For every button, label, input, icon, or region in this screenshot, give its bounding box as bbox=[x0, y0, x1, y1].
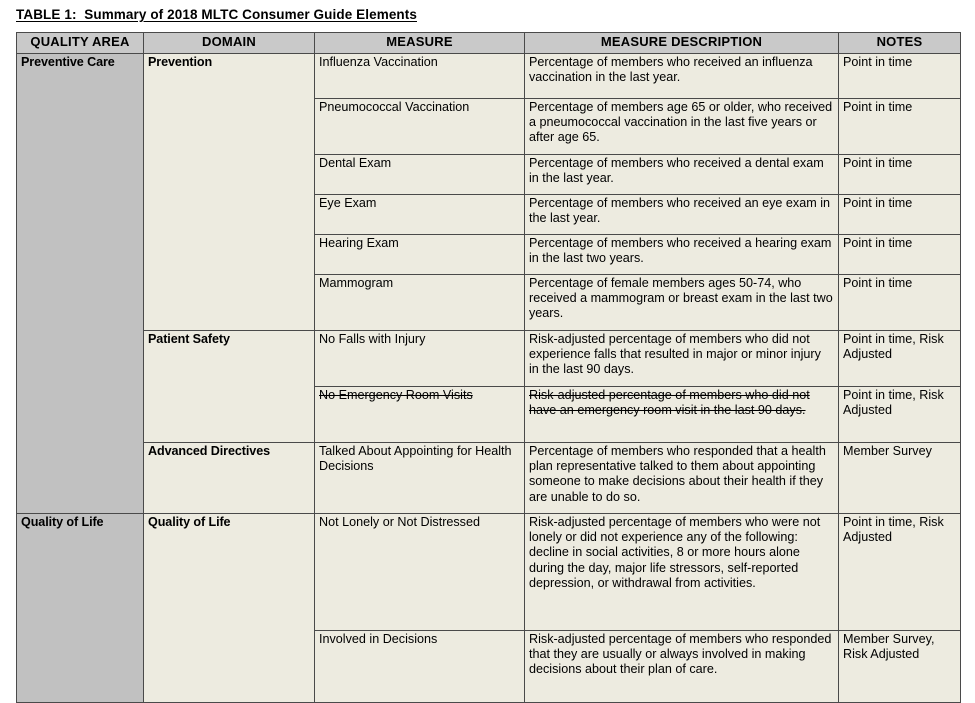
cell-notes: Member Survey bbox=[839, 443, 961, 514]
table-title: TABLE 1: Summary of 2018 MLTC Consumer Guide Elements bbox=[16, 7, 417, 22]
cell-measure: Mammogram bbox=[315, 275, 525, 331]
cell-domain: Quality of Life bbox=[144, 514, 315, 703]
cell-quality-area: Preventive Care bbox=[17, 54, 144, 514]
cell-measure-description: Risk-adjusted percentage of members who did not have an emergency room visit in the last 90 days. bbox=[525, 387, 839, 443]
cell-measure-description: Percentage of members who responded that a health plan representative talked to them about appointing someone to make decisions about their health if they are unable to do so. bbox=[525, 443, 839, 514]
cell-notes: Point in time bbox=[839, 54, 961, 99]
cell-measure: Influenza Vaccination bbox=[315, 54, 525, 99]
cell-notes: Point in time bbox=[839, 99, 961, 155]
cell-measure-description: Percentage of members who received an influenza vaccination in the last year. bbox=[525, 54, 839, 99]
cell-measure: Talked About Appointing for Health Decisions bbox=[315, 443, 525, 514]
cell-notes: Point in time, Risk Adjusted bbox=[839, 331, 961, 387]
cell-measure-description: Percentage of members age 65 or older, who received a pneumococcal vaccination in the last five years or after age 65. bbox=[525, 99, 839, 155]
cell-measure: Involved in Decisions bbox=[315, 631, 525, 703]
cell-notes: Point in time bbox=[839, 155, 961, 195]
table-row bbox=[17, 54, 961, 99]
cell-measure-description: Percentage of members who received an eye exam in the last year. bbox=[525, 195, 839, 235]
cell-measure-description: Percentage of members who received a dental exam in the last year. bbox=[525, 155, 839, 195]
cell-measure: Dental Exam bbox=[315, 155, 525, 195]
cell-notes: Point in time bbox=[839, 235, 961, 275]
cell-notes: Member Survey, Risk Adjusted bbox=[839, 631, 961, 703]
table-row bbox=[17, 443, 961, 514]
cell-measure: Pneumococcal Vaccination bbox=[315, 99, 525, 155]
cell-measure-description: Percentage of female members ages 50-74, who received a mammogram or breast exam in the last two years. bbox=[525, 275, 839, 331]
cell-measure-description: Risk-adjusted percentage of members who were not lonely or did not experience any of the following: decline in social activities, 8 or more hours alone during the day, major life stressors, self-reported depression, or withdrawal from activities. bbox=[525, 514, 839, 631]
cell-measure: No Emergency Room Visits bbox=[315, 387, 525, 443]
table-header bbox=[17, 33, 961, 54]
table-body bbox=[17, 54, 961, 703]
consumer-guide-table bbox=[16, 32, 961, 703]
cell-notes: Point in time, Risk Adjusted bbox=[839, 387, 961, 443]
table-row bbox=[17, 331, 961, 387]
column-header-quality-area: QUALITY AREA bbox=[17, 33, 144, 54]
cell-quality-area: Quality of Life bbox=[17, 514, 144, 703]
table-header-row bbox=[17, 33, 961, 54]
cell-domain: Advanced Directives bbox=[144, 443, 315, 514]
table-row bbox=[17, 514, 961, 631]
cell-domain: Prevention bbox=[144, 54, 315, 331]
cell-measure: Eye Exam bbox=[315, 195, 525, 235]
cell-measure-description: Percentage of members who received a hearing exam in the last two years. bbox=[525, 235, 839, 275]
cell-measure: Not Lonely or Not Distressed bbox=[315, 514, 525, 631]
cell-domain: Patient Safety bbox=[144, 331, 315, 443]
cell-measure-description: Risk-adjusted percentage of members who responded that they are usually or always involved in making decisions about their plan of care. bbox=[525, 631, 839, 703]
column-header-domain: DOMAIN bbox=[144, 33, 315, 54]
cell-measure-description: Risk-adjusted percentage of members who did not experience falls that resulted in major or minor injury in the last 90 days. bbox=[525, 331, 839, 387]
cell-notes: Point in time bbox=[839, 275, 961, 331]
cell-measure: No Falls with Injury bbox=[315, 331, 525, 387]
cell-notes: Point in time bbox=[839, 195, 961, 235]
column-header-measure-description: MEASURE DESCRIPTION bbox=[525, 33, 839, 54]
column-header-notes: NOTES bbox=[839, 33, 961, 54]
column-header-measure: MEASURE bbox=[315, 33, 525, 54]
cell-notes: Point in time, Risk Adjusted bbox=[839, 514, 961, 631]
cell-measure: Hearing Exam bbox=[315, 235, 525, 275]
